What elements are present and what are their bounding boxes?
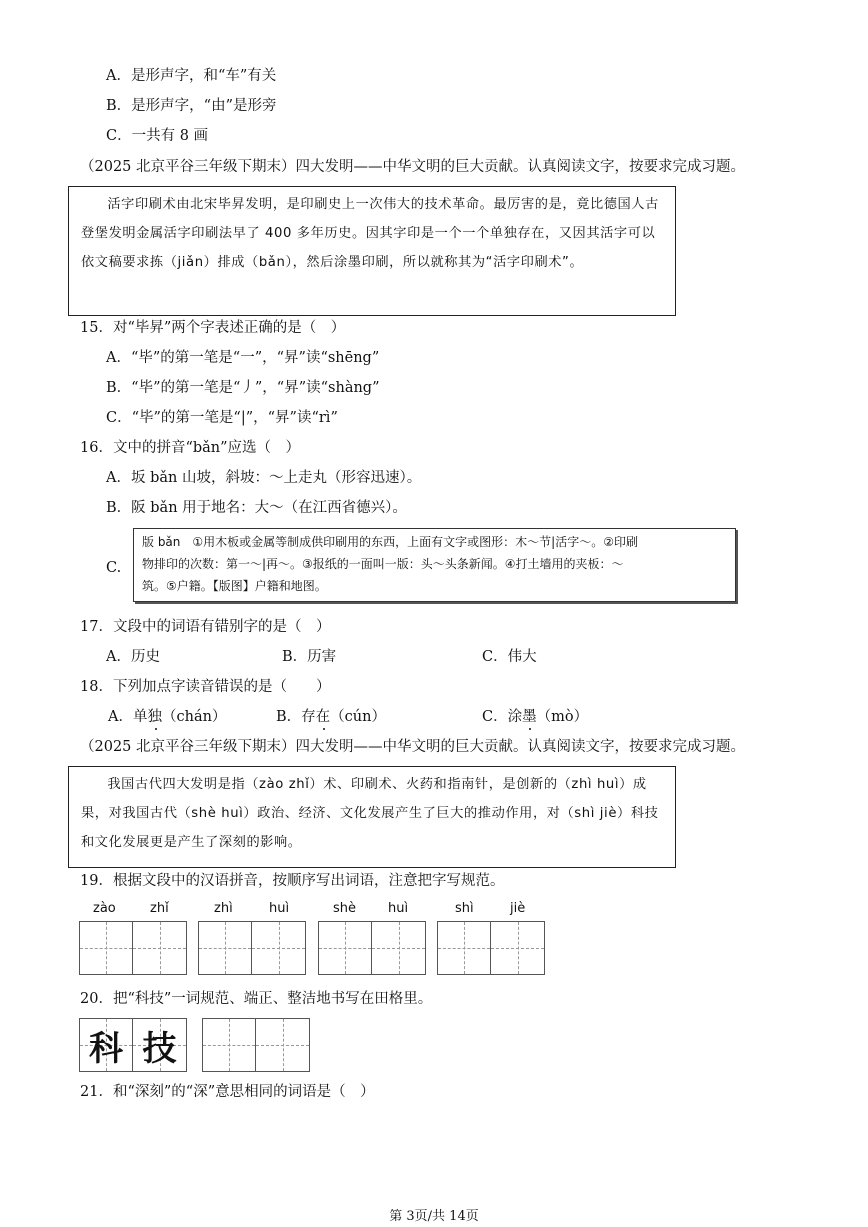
- tian-cell[interactable]: [203, 1019, 256, 1071]
- tian-cell[interactable]: [252, 922, 305, 974]
- model-char: 科: [89, 1028, 123, 1069]
- q18-option-b: [276, 707, 386, 727]
- pinyin-label: huì: [388, 901, 409, 916]
- tian-cell[interactable]: [491, 922, 544, 974]
- section-intro-2: （2025 北京平谷三年级下期末）四大发明——中华文明的巨大贡献。认真阅读文字，按要求完成习题。: [80, 739, 746, 755]
- pinyin-label: huì: [269, 901, 290, 916]
- pinyin-label: zhǐ: [150, 901, 169, 916]
- model-cell: [80, 1019, 133, 1071]
- q21-stem: 21．和“深刻”的“深”意思相同的词语是（ ）: [80, 1084, 375, 1100]
- q18-b-dotted-char: 在: [315, 709, 331, 725]
- q18-c-dotted-char: 墨: [522, 709, 537, 725]
- dict-line-1: 版 bǎn ①用木板或金属等制成供印刷用的东西，上面有文字或图形：木～节|活字～。②印刷: [142, 535, 638, 549]
- q18-a-prefix: A．单: [108, 709, 148, 725]
- q18-a-dotted-char: 独: [147, 709, 162, 725]
- tian-cell[interactable]: [256, 1019, 309, 1071]
- q18-option-c: [482, 707, 588, 727]
- q18-b-prefix: B．存: [276, 709, 316, 725]
- model-char: 技: [142, 1028, 177, 1069]
- page-footer: 第 3页/共 14页: [389, 1209, 479, 1224]
- q18-c-pinyin: （mò）: [536, 709, 589, 725]
- passage-1-text: 活字印刷术由北宋毕昇发明，是印刷史上一次伟大的技术革命。最厉害的是，竟比德国人古登堡发明金属活字印刷法早了 400 多年历史。因其字印是一个一个单独存在，又因其活字可以依文稿要求拣（jiǎn）排成（bǎn），然后涂墨印刷，所以就称其为“活字印刷术”。: [81, 197, 659, 270]
- pinyin-label: zhì: [214, 901, 233, 916]
- q16-stem: 16．文中的拼音“bǎn”应选（ ）: [80, 440, 301, 456]
- q18-a-pinyin: （chán）: [161, 709, 227, 725]
- q16-option-c-label: C.: [106, 560, 122, 576]
- dict-line-3: 筑。⑤户籍。【版图】户籍和地图。: [142, 579, 327, 593]
- model-cell: [133, 1019, 186, 1071]
- q15-option-b: B．“毕”的第一笔是“丿”，“昇”读“shàng”: [106, 380, 380, 396]
- answer-grid[interactable]: [202, 1018, 310, 1072]
- pinyin-label: jiè: [510, 901, 526, 916]
- q16-option-b: B．阪 bǎn 用于地名：大～（在江西省德兴）。: [106, 500, 407, 516]
- q15-option-c: C．“毕”的第一笔是“|”，“昇”读“rì”: [106, 410, 338, 426]
- tian-grid-2[interactable]: [198, 921, 306, 975]
- q17-stem: 17．文段中的词语有错别字的是（ ）: [80, 619, 331, 635]
- pinyin-label: shè: [333, 901, 357, 916]
- tian-cell[interactable]: [372, 922, 425, 974]
- model-grid: [79, 1018, 187, 1072]
- q18-option-a: [108, 707, 226, 727]
- q18-b-pinyin: （cún）: [330, 709, 386, 725]
- option-a: A．是形声字，和“车”有关: [106, 68, 277, 84]
- dict-line-2: 物排印的次数：第一～|再～。③报纸的一面叫一版：头～头条新闻。④打土墙用的夹板：～: [142, 557, 624, 571]
- q16-option-a: A．坂 bǎn 山坡，斜坡：～上走丸（形容迅速）。: [106, 470, 422, 486]
- q20-stem: 20．把“科技”一词规范、端正、整洁地书写在田格里。: [80, 991, 433, 1007]
- q19-stem: 19．根据文段中的汉语拼音，按顺序写出词语，注意把字写规范。: [80, 873, 505, 889]
- q17-option-c: C．伟大: [482, 649, 537, 665]
- pinyin-label: zào: [93, 901, 116, 916]
- passage-box-1: [68, 186, 676, 316]
- passage-2-text: 我国古代四大发明是指（zào zhǐ）术、印刷术、火药和指南针，是创新的（zhì huì）成果，对我国古代（shè huì）政治、经济、文化发展产生了巨大的推动作用，对（shì jiè）科技和文化发展更是产生了深刻的影响。: [81, 777, 659, 850]
- tian-grid-4[interactable]: [437, 921, 545, 975]
- option-b: B．是形声字，“由”是形旁: [106, 98, 277, 114]
- passage-box-2: [68, 766, 676, 868]
- tian-cell[interactable]: [199, 922, 252, 974]
- tian-cell[interactable]: [438, 922, 491, 974]
- q17-option-a: A．历史: [106, 649, 160, 665]
- option-c: C．一共有 8 画: [106, 128, 209, 144]
- q16-dictionary-entry: [133, 528, 736, 602]
- tian-cell[interactable]: [80, 922, 133, 974]
- q17-option-b: B．历害: [282, 649, 337, 665]
- tian-grid-1[interactable]: [79, 921, 187, 975]
- q15-option-a: A．“毕”的第一笔是“一”，“昇”读“shēng”: [106, 350, 380, 366]
- section-intro-1: （2025 北京平谷三年级下期末）四大发明——中华文明的巨大贡献。认真阅读文字，按要求完成习题。: [80, 159, 746, 175]
- tian-grid-3[interactable]: [318, 921, 426, 975]
- pinyin-label: shì: [455, 901, 474, 916]
- q15-stem: 15．对“毕昇”两个字表述正确的是（ ）: [80, 320, 346, 336]
- tian-cell[interactable]: [319, 922, 372, 974]
- tian-cell[interactable]: [133, 922, 186, 974]
- q18-stem: 18．下列加点字读音错误的是（ ）: [80, 679, 331, 695]
- q18-c-prefix: C．涂: [482, 709, 523, 725]
